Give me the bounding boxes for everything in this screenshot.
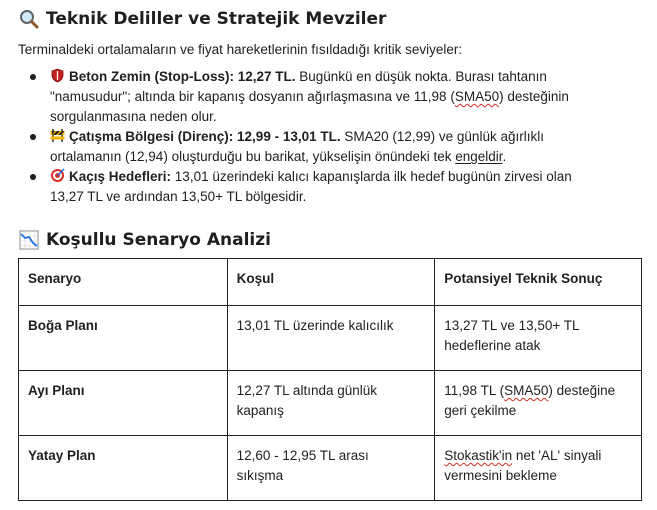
level-text: .: [502, 149, 507, 164]
scenario-result: 13,27 TL ve 13,50+ TL hedeflerine atak: [435, 306, 642, 371]
chart-decreasing-icon: [18, 229, 40, 251]
construction-barrier-icon: [50, 128, 65, 143]
list-item: [18, 127, 643, 167]
scenario-name: Ayı Planı: [19, 371, 228, 436]
section-title: Teknik Deliller ve Stratejik Mevziler: [46, 9, 387, 29]
section-heading-scenario: [18, 229, 271, 251]
magnifier-icon: [18, 8, 40, 30]
levels-list: [18, 67, 643, 207]
table-row: [19, 306, 642, 371]
shield-icon: [50, 68, 65, 83]
section-intro: Terminaldeki ortalamaların ve fiyat hareketlerinin fısıldadığı kritik seviyeler:: [18, 42, 463, 57]
list-item: [18, 167, 643, 207]
scenario-table: [18, 258, 642, 501]
level-label: Çatışma Bölgesi (Direnç): 12,99 - 13,01 TL.: [69, 129, 341, 144]
list-item: [18, 67, 643, 127]
table-header-row: [19, 259, 642, 306]
level-text: ) desteğinin: [499, 89, 569, 104]
column-header-result: Potansiyel Teknik Sonuç: [435, 259, 642, 306]
term-stokastik: Stokastik'in: [444, 448, 513, 463]
target-icon: [50, 168, 65, 183]
scenario-result: Stokastik'in net 'AL' sinyali vermesini bekleme: [435, 436, 642, 501]
section-title: Koşullu Senaryo Analizi: [46, 230, 271, 250]
column-header-scenario: Senaryo: [19, 259, 228, 306]
table-row: [19, 436, 642, 501]
level-label: Kaçış Hedefleri:: [69, 169, 172, 184]
section-heading-technical: [18, 8, 386, 30]
bullet-dot: [30, 174, 36, 180]
scenario-condition: 12,60 - 12,95 TL arası sıkışma: [227, 436, 435, 501]
level-text: "namusudur"; altında bir kapanış dosyanın ağırlaşmasına ve 11,98 (: [50, 89, 455, 104]
term-engeldir: engeldir: [455, 149, 503, 164]
level-text: 13,27 TL ve ardından 13,50+ TL bölgesidir.: [50, 189, 307, 204]
table-row: [19, 371, 642, 436]
scenario-result: 11,98 TL (SMA50) desteğine geri çekilme: [435, 371, 642, 436]
level-text: sorgulanmasına neden olur.: [50, 109, 217, 124]
level-text: Bugünkü en düşük nokta. Burası tahtanın: [295, 69, 547, 84]
scenario-name: Boğa Planı: [19, 306, 228, 371]
term-sma50: SMA50: [504, 383, 549, 398]
level-text: 13,01 üzerindeki kalıcı kapanışlarda ilk hedef bugünün zirvesi olan: [171, 169, 572, 184]
column-header-condition: Koşul: [227, 259, 435, 306]
level-label: Beton Zemin (Stop-Loss): 12,27 TL.: [69, 69, 296, 84]
bullet-dot: [30, 134, 36, 140]
bullet-dot: [30, 74, 36, 80]
level-text: SMA20 (12,99) ve günlük ağırlıklı: [340, 129, 544, 144]
scenario-condition: 12,27 TL altında günlük kapanış: [227, 371, 435, 436]
scenario-name: Yatay Plan: [19, 436, 228, 501]
scenario-condition: 13,01 TL üzerinde kalıcılık: [227, 306, 435, 371]
level-text: ortalamanın (12,94) oluşturduğu bu barikat, yükselişin önündeki tek: [50, 149, 456, 164]
term-sma50: SMA50: [454, 89, 500, 104]
